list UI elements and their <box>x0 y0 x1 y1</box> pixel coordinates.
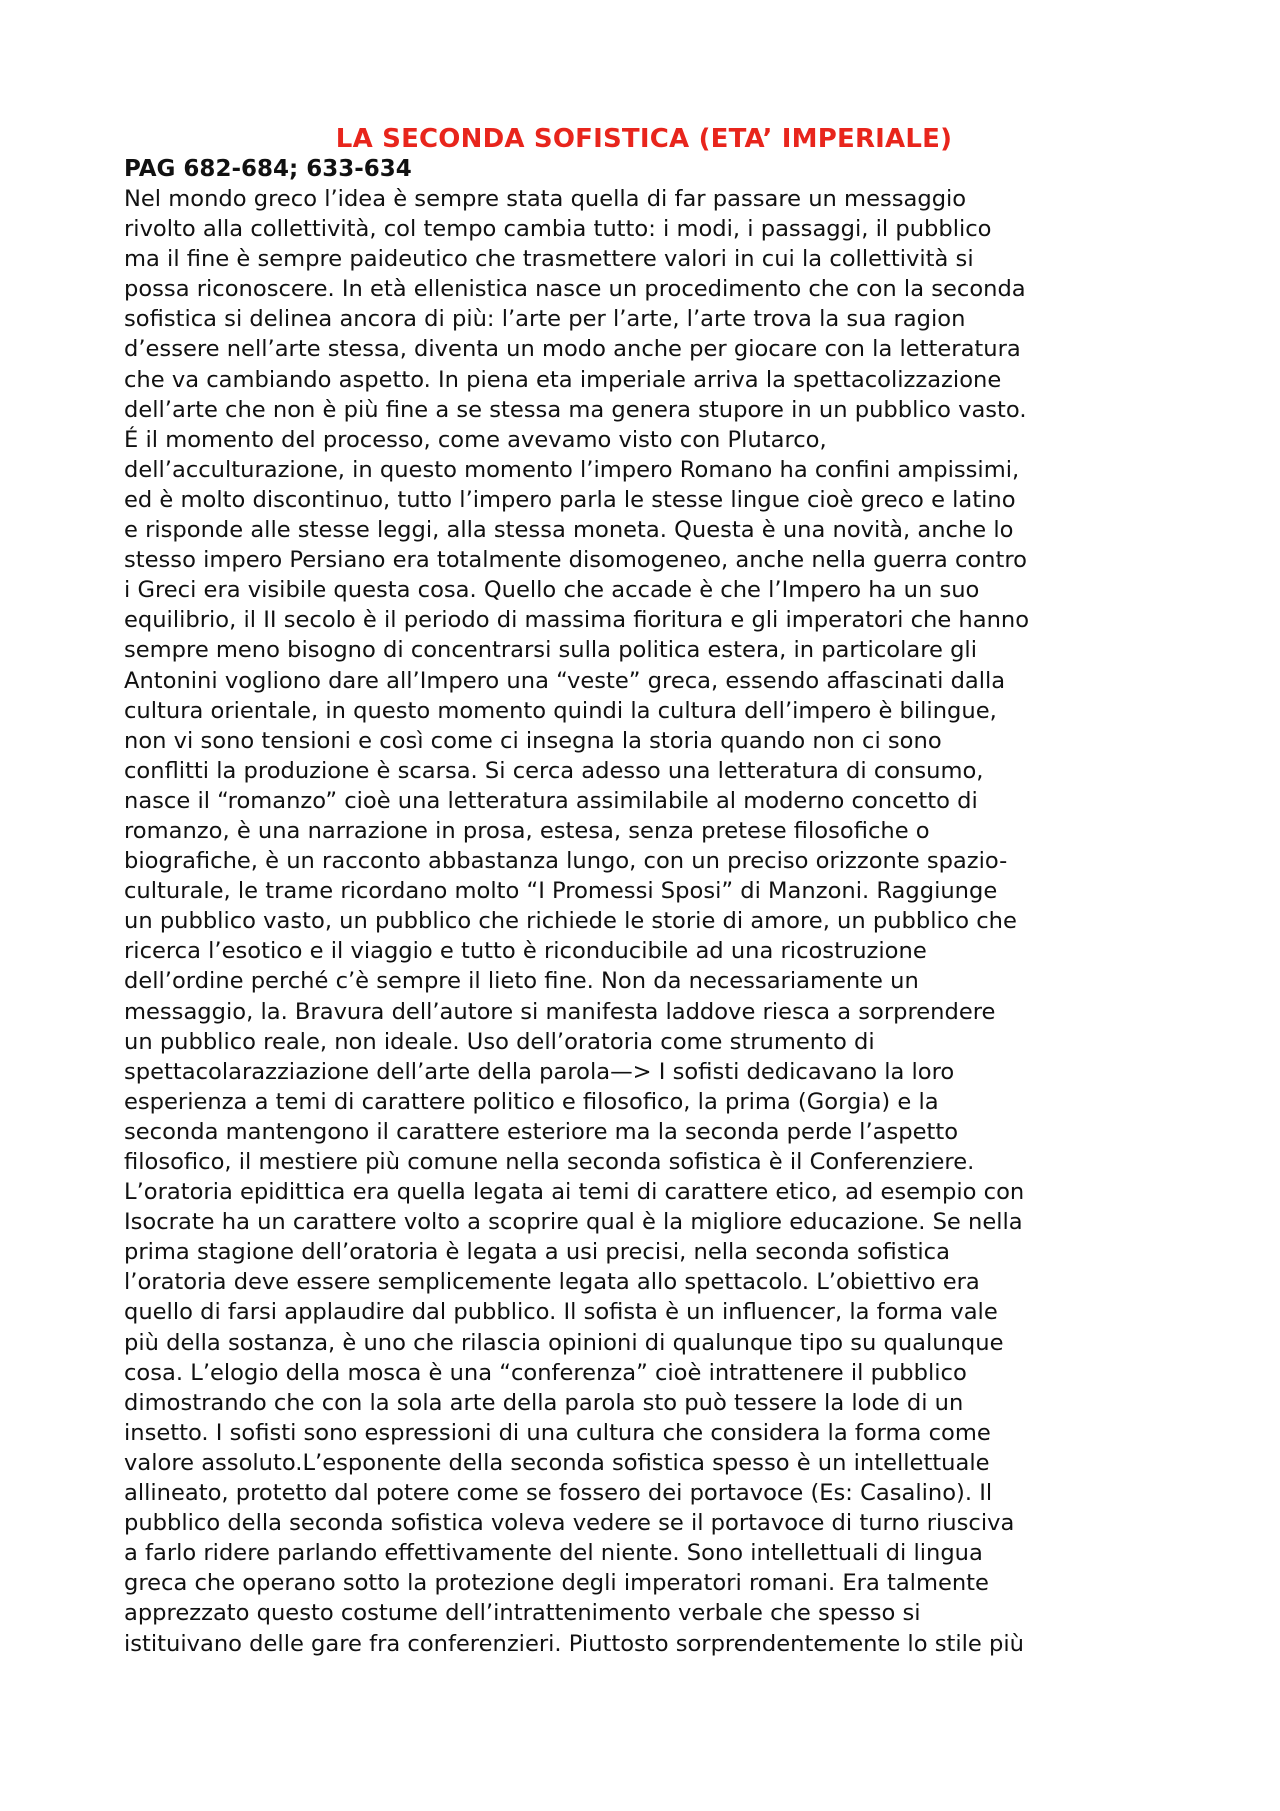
text-line: seconda mantengono il carattere esteriore ma la seconda perde l’aspetto <box>124 1118 959 1145</box>
text-line: dell’ordine perché c’è sempre il lieto fine. Non da necessariamente un <box>124 968 919 995</box>
text-line: valore assoluto.L’esponente della seconda sofistica spesso è un intellettuale <box>124 1449 990 1476</box>
text-line: d’essere nell’arte stessa, diventa un modo anche per giocare con la letteratura <box>124 336 1021 363</box>
text-line: filosofico, il mestiere più comune nella seconda sofistica è il Conferenziere. <box>124 1149 975 1175</box>
text-line: Isocrate ha un carattere volto a scoprire qual è la migliore educazione. Se nella <box>124 1209 1023 1236</box>
text-line: sofistica si delinea ancora di più: l’arte per l’arte, l’arte trova la sua ragion <box>124 306 966 333</box>
text-line: che va cambiando aspetto. In piena eta imperiale arriva la spettacolizzazione <box>124 366 1002 393</box>
text-line: l’oratoria deve essere semplicemente legata allo spettacolo. L’obiettivo era <box>124 1269 980 1296</box>
text-line: stesso impero Persiano era totalmente disomogeneo, anche nella guerra contro <box>124 547 1027 574</box>
text-line: conflitti la produzione è scarsa. Si cerca adesso una letteratura di consumo, <box>124 757 984 784</box>
text-line: culturale, le trame ricordano molto “I Promessi Sposi” di Manzoni. Raggiunge <box>124 878 998 905</box>
text-line: biografiche, è un racconto abbastanza lungo, con un preciso orizzonte spazio- <box>124 848 1008 875</box>
text-line: un pubblico vasto, un pubblico che richiede le storie di amore, un pubblico che <box>124 908 1017 935</box>
text-line: greca che operano sotto la protezione degli imperatori romani. Era talmente <box>124 1570 989 1597</box>
text-line: rivolto alla collettività, col tempo cambia tutto: i modi, i passaggi, il pubblico <box>124 216 992 243</box>
text-line: ma il fine è sempre paideutico che trasmettere valori in cui la collettività si <box>124 246 974 273</box>
text-line: sempre meno bisogno di concentrarsi sulla politica estera, in particolare gli <box>124 637 977 664</box>
text-line: dell’acculturazione, in questo momento l’impero Romano ha confini ampissimi, <box>124 456 1020 483</box>
text-line: i Greci era visibile questa cosa. Quello che accade è che l’Impero ha un suo <box>124 577 980 604</box>
text-line: e risponde alle stesse leggi, alla stessa moneta. Questa è una novità, anche lo <box>124 517 1014 544</box>
document-title: LA SECONDA SOFISTICA (ETA’ IMPERIALE) <box>335 124 953 154</box>
text-line: dell’arte che non è più fine a se stessa ma genera stupore in un pubblico vasto. <box>124 396 1027 423</box>
text-line: ricerca l’esotico e il viaggio e tutto è riconducibile ad una ricostruzione <box>124 938 927 965</box>
text-line: spettacolarazziazione dell’arte della parola—> I sofisti dedicavano la loro <box>124 1058 955 1085</box>
text-line: Antonini vogliono dare all’Impero una “veste” greca, essendo affascinati dalla <box>124 667 1006 694</box>
text-line: Nel mondo greco l’idea è sempre stata quella di far passare un messaggio <box>124 186 967 212</box>
text-line: ed è molto discontinuo, tutto l’impero parla le stesse lingue cioè greco e latino <box>124 486 1016 513</box>
text-line: più della sostanza, è uno che rilascia opinioni di qualunque tipo su qualunque <box>124 1329 1004 1356</box>
text-line: esperienza a temi di carattere politico e filosofico, la prima (Gorgia) e la <box>124 1088 939 1115</box>
text-line: a farlo ridere parlando effettivamente del niente. Sono intellettuali di lingua <box>124 1540 983 1567</box>
text-line: prima stagione dell’oratoria è legata a usi precisi, nella seconda sofistica <box>124 1239 950 1266</box>
text-line: romanzo, è una narrazione in prosa, estesa, senza pretese filosofiche o <box>124 817 930 844</box>
text-line: equilibrio, il II secolo è il periodo di massima fioritura e gli imperatori che hanno <box>124 607 1030 634</box>
body-text <box>124 184 1164 1659</box>
text-line: apprezzato questo costume dell’intrattenimento verbale che spesso si <box>124 1600 921 1627</box>
text-line: cultura orientale, in questo momento quindi la cultura dell’impero è bilingue, <box>124 697 997 724</box>
text-line: allineato, protetto dal potere come se fossero dei portavoce (Es: Casalino). Il <box>124 1480 993 1507</box>
text-line: quello di farsi applaudire dal pubblico. Il sofista è un influencer, la forma vale <box>124 1299 998 1326</box>
text-line: dimostrando che con la sola arte della parola sto può tessere la lode di un <box>124 1389 964 1416</box>
document-page <box>124 124 1164 1659</box>
text-line: messaggio, la. Bravura dell’autore si manifesta laddove riesca a sorprendere <box>124 998 996 1025</box>
text-line: pubblico della seconda sofistica voleva vedere se il portavoce di turno riusciva <box>124 1510 1015 1537</box>
text-line: istituivano delle gare fra conferenzieri. Piuttosto sorprendentemente lo stile più <box>124 1630 1024 1657</box>
page-reference: PAG 682-684; 633-634 <box>124 156 412 182</box>
text-line: possa riconoscere. In età ellenistica nasce un procedimento che con la seconda <box>124 276 1026 303</box>
text-line: non vi sono tensioni e così come ci insegna la storia quando non ci sono <box>124 727 942 754</box>
text-line: É il momento del processo, come avevamo visto con Plutarco, <box>124 426 827 453</box>
text-line: insetto. I sofisti sono espressioni di una cultura che considera la forma come <box>124 1419 991 1446</box>
text-line: L’oratoria epidittica era quella legata ai temi di carattere etico, ad esempio con <box>124 1179 1025 1206</box>
text-line: un pubblico reale, non ideale. Uso dell’oratoria come strumento di <box>124 1028 875 1055</box>
text-line: nasce il “romanzo” cioè una letteratura assimilabile al moderno concetto di <box>124 787 978 814</box>
text-line: cosa. L’elogio della mosca è una “conferenza” cioè intrattenere il pubblico <box>124 1359 967 1386</box>
